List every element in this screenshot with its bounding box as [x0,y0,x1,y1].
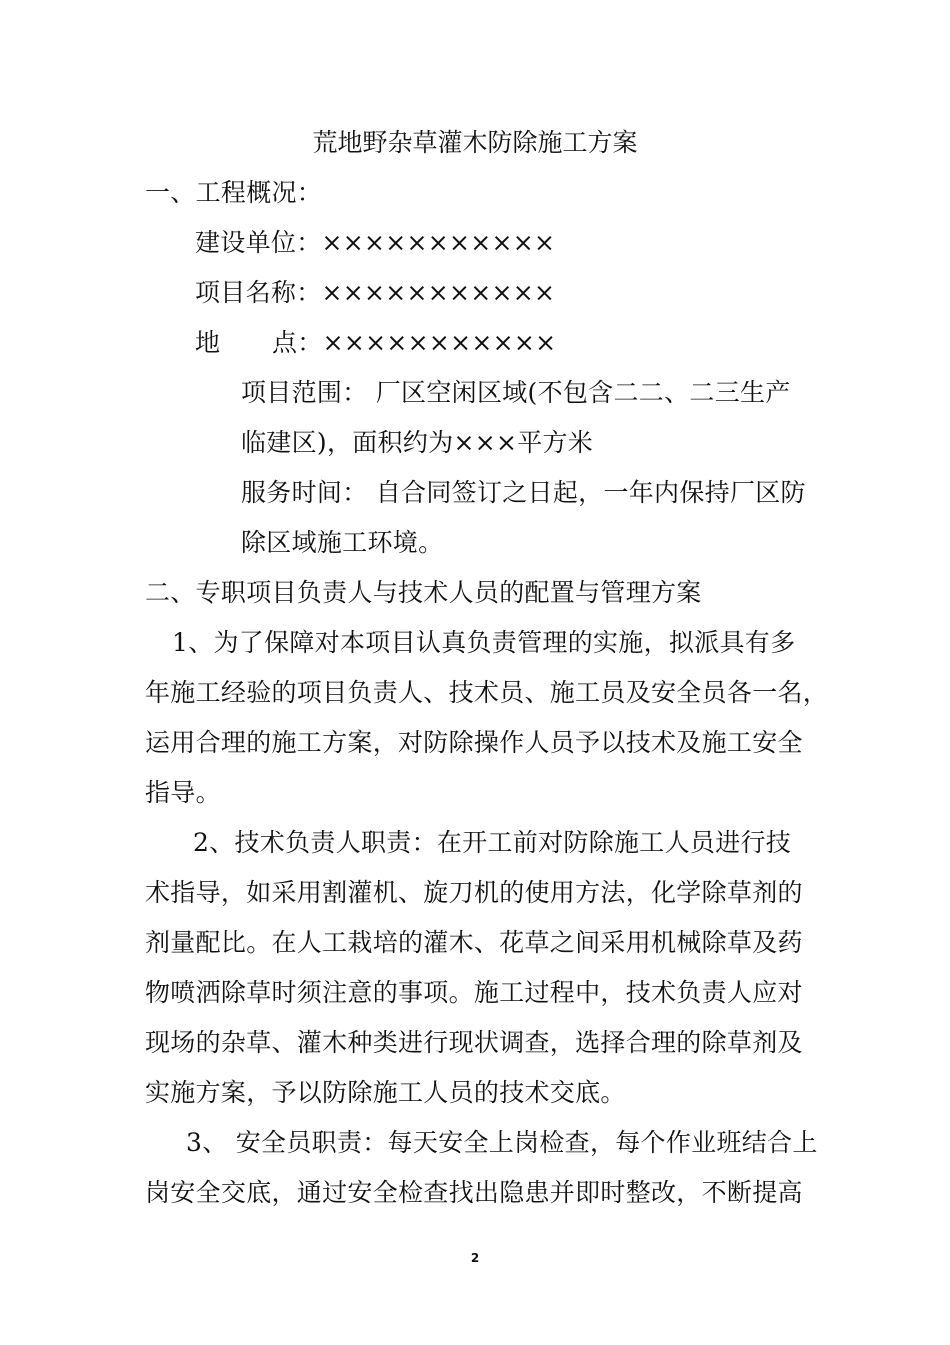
document-title: 荒地野杂草灌木防除施工方案 [312,128,638,157]
paragraph2-line-4: 物喷洒除草时须注意的事项。施工过程中，技术负责人应对 [145,978,803,1007]
paragraph2-line-5: 现场的杂草、灌木种类进行现状调查，选择合理的除草剂及 [145,1028,803,1057]
project-name-line: 项目名称：××××××××××× [195,278,556,307]
paragraph1-line-3: 运用合理的施工方案，对防除操作人员予以技术及施工安全 [145,728,803,757]
location-label-first-char: 地 [195,328,221,357]
section2-heading: 二、专职项目负责人与技术人员的配置与管理方案 [145,578,702,607]
paragraph3-line-1: 3、 安全员职责：每天安全上岗检查，每个作业班结合上 [186,1128,818,1157]
construction-unit-line: 建设单位：××××××××××× [195,228,556,257]
service-time-line-2: 除区域施工环境。 [241,528,444,557]
paragraph3-line-2: 岗安全交底，通过安全检查找出隐患并即时整改，不断提高 [145,1178,803,1207]
service-time-line-1: 服务时间： 自合同签订之日起，一年内保持厂区防 [241,478,806,507]
scope-line-2: 临建区)，面积约为×××平方米 [241,428,594,457]
paragraph1-line-2: 年施工经验的项目负责人、技术员、施工员及安全员各一名， [145,678,829,707]
location-line [195,328,556,358]
paragraph1-line-4: 指导。 [145,778,221,807]
location-label-rest: 点：××××××××××× [272,328,557,357]
paragraph2-line-6: 实施方案，予以防除施工人员的技术交底。 [145,1078,626,1107]
scope-line-1: 项目范围： 厂区空闲区域(不包含二二、二三生产 [241,378,791,407]
paragraph2-line-1: 2、技术负责人职责：在开工前对防除施工人员进行技 [193,828,792,857]
section1-heading: 一、工程概况： [145,178,323,207]
paragraph2-line-2: 术指导，如采用割灌机、旋刀机的使用方法，化学除草剂的 [145,878,803,907]
paragraph1-line-1: 1、为了保障对本项目认真负责管理的实施，拟派具有多 [172,628,796,657]
paragraph2-line-3: 剂量配比。在人工栽培的灌木、花草之间采用机械除草及药 [145,928,803,957]
page-number: 2 [470,1251,480,1265]
